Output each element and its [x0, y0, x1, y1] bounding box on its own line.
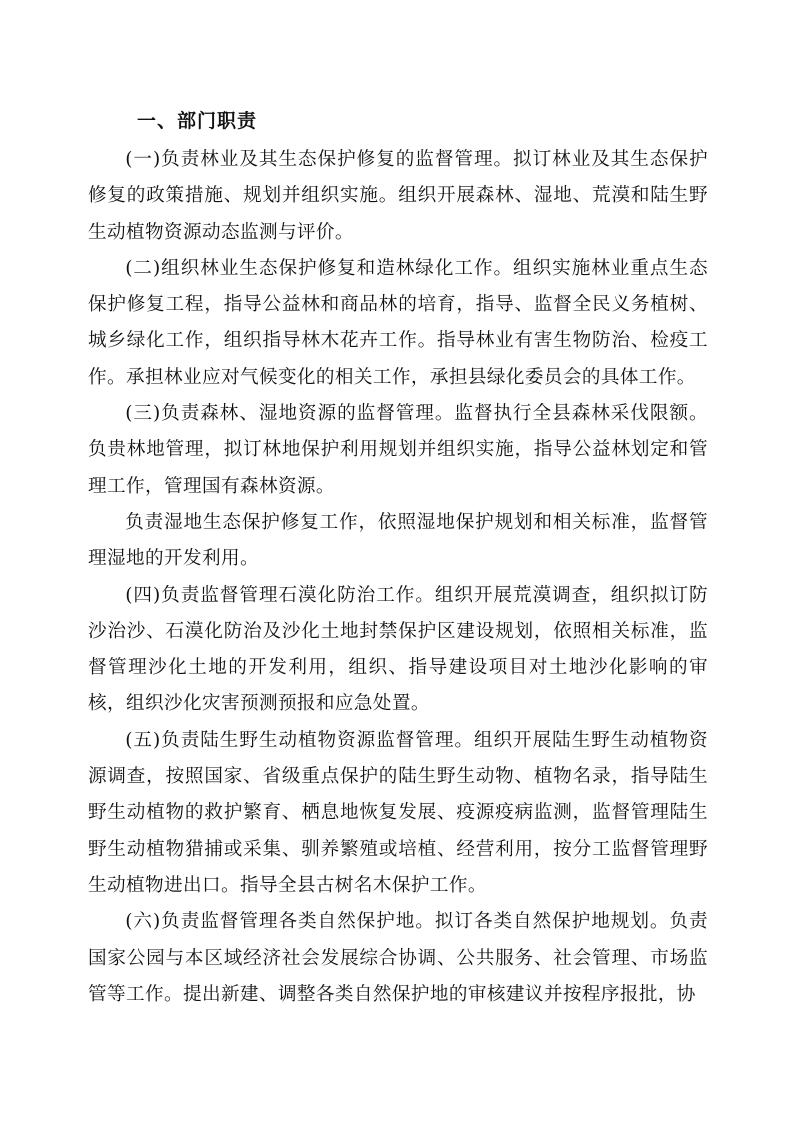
paragraph-4: 负责湿地生态保护修复工作，依照湿地保护规划和相关标准，监督管理湿地的开发利用。 [88, 511, 708, 570]
paragraph-5: (四)负责监督管理石漠化防治工作。组织开展荒漠调查，组织拟订防沙治沙、石漠化防治及沙化土地封禁保护区建设规划，依照相关标准，监督管理沙化土地的开发利用，组织、指导建设项目对土地沙化影响的审核，组织沙化灾害预测预报和应急处置。 [88, 584, 708, 715]
paragraph-3: (三)负责森林、湿地资源的监督管理。监督执行全县森林采伐限额。负贵林地管理，拟订林地保护利用规划并组织实施，指导公益林划定和管理工作，管理国有森林资源。 [88, 403, 708, 497]
paragraph-7: (六)负责监督管理各类自然保护地。拟订各类自然保护地规划。负责国家公园与本区域经济社会发展综合协调、公共服务、社会管理、市场监管等工作。提出新建、调整各类自然保护地的审核建议并按程序报批，协 [88, 911, 708, 1005]
document-body [88, 142, 708, 1013]
section-heading: 一、部门职责 [137, 110, 258, 132]
paragraph-1: (一)负责林业及其生态保护修复的监督管理。拟订林业及其生态保护修复的政策措施、规划并组织实施。组织开展森林、湿地、荒漠和陆生野生动植物资源动态监测与评价。 [88, 149, 708, 243]
paragraph-6: (五)负责陆生野生动植物资源监督管理。组织开展陆生野生动植物资源调查，按照国家、省级重点保护的陆生野生动物、植物名录，指导陆生野生动植物的救护繁育、栖息地恢复发展、疫源疫病监测，监督管理陆生野生动植物猎捕或采集、驯养繁殖或培植、经营利用，按分工监督管理野生动植物进出口。指导全县古树名木保护工作。 [88, 729, 708, 896]
paragraph-2: (二)组织林业生态保护修复和造林绿化工作。组织实施林业重点生态保护修复工程，指导公益林和商品林的培育，指导、监督全民义务植树、城乡绿化工作，组织指导林木花卉工作。指导林业有害生物防治、检疫工作。承担林业应对气候变化的相关工作，承担县绿化委员会的具体工作。 [88, 257, 708, 388]
